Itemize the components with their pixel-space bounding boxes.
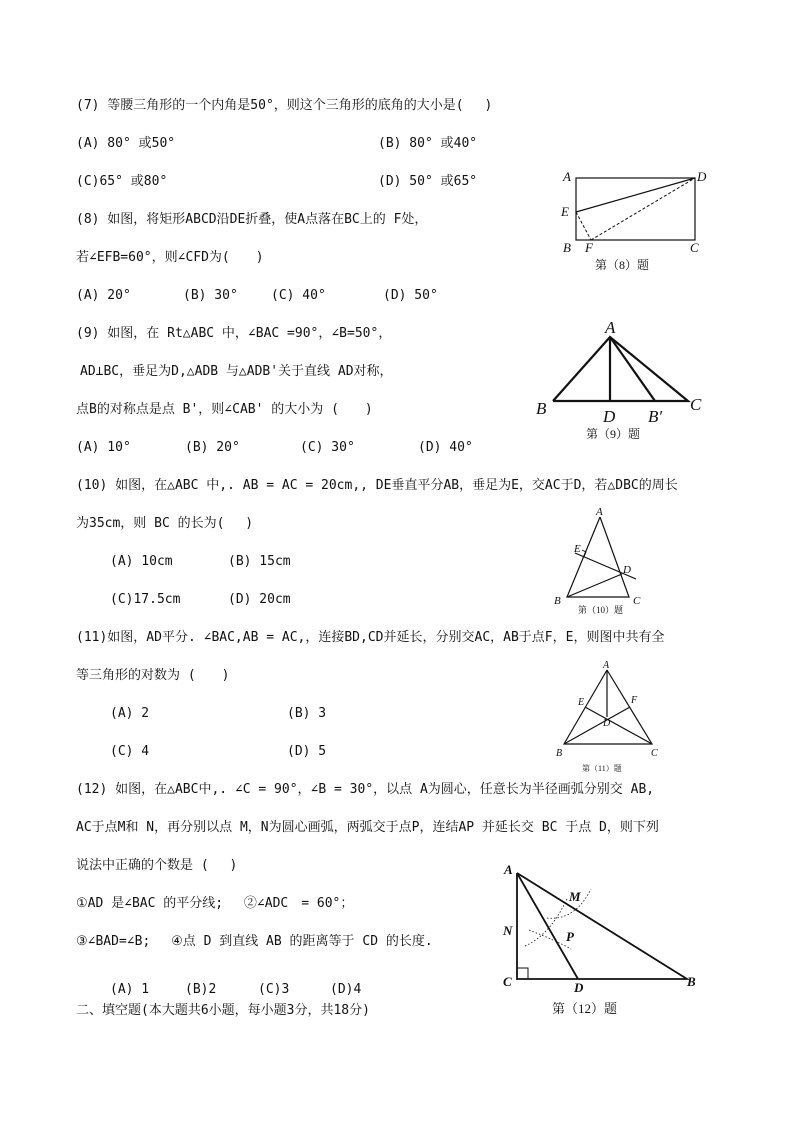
q9-caption: 第（9）题 <box>586 427 641 441</box>
q10-caption: 第（10）题 <box>578 605 624 615</box>
q10-label-b: B <box>554 595 561 607</box>
q12-option-b: (B)2 <box>185 982 217 997</box>
q10-label-d: D <box>623 564 631 576</box>
q11-label-c: C <box>651 748 658 759</box>
q7-stem: (7) 等腰三角形的一个内角是50°，则这个三角形的底角的大小是( ) <box>76 98 493 113</box>
q11-segment-ce <box>585 707 652 744</box>
q7-option-a: (A) 80° 或50° <box>76 136 176 151</box>
q10-triangle-abc <box>567 517 629 597</box>
q11-caption: 第（11）题 <box>582 764 622 773</box>
q11-label-a: A <box>603 660 610 671</box>
q12-option-c: (C)3 <box>258 982 290 997</box>
q8-fold-line-ed <box>576 178 695 212</box>
q10-option-d: (D) 20cm <box>228 592 291 607</box>
q12-label-a: A <box>504 862 513 877</box>
q8-caption: 第（8）题 <box>595 258 650 272</box>
q8-label-b: B <box>563 240 571 255</box>
q9-line-1: (9) 如图，在 Rt△ABC 中，∠BAC =90°，∠B=50°， <box>76 326 392 341</box>
q8-dashed-fd <box>591 178 695 240</box>
q10-line-2: 为35cm，则 BC 的长为( ) <box>76 516 254 531</box>
q9-line-3: 点B的对称点是点 B'，则∠CAB' 的大小为 ( ) <box>76 402 373 417</box>
q12-option-a: (A) 1 <box>110 982 150 997</box>
q9-figure <box>530 318 710 446</box>
q12-line-1: (12) 如图，在△ABC中,. ∠C = 90°，∠B = 30°，以点 A为圆心，任意长为半径画弧分别交 AB, <box>76 782 655 797</box>
q9-label-c: C <box>690 395 702 414</box>
q11-option-b: (B) 3 <box>287 706 327 721</box>
q9-option-d: (D) 40° <box>418 440 473 455</box>
q12-figure <box>495 855 720 1025</box>
q12-caption: 第（12）题 <box>552 1001 618 1016</box>
q7-option-b: (B) 80° 或40° <box>378 136 478 151</box>
q10-line-1: (10) 如图，在△ABC 中,. AB = AC = 20cm,, DE垂直平分AB，垂足为E，交AC于D，若△DBC的周长 <box>76 478 678 493</box>
q8-option-d: (D) 50° <box>383 288 438 303</box>
q11-line-1: (11)如图，AD平分. ∠BAC,AB = AC,，连接BD,CD并延长，分别交AC，AB于点F，E，则图中共有全 <box>76 630 665 645</box>
q11-figure <box>550 656 665 776</box>
q8-dashed-ef <box>576 212 591 240</box>
q11-label-d: D <box>603 718 611 729</box>
q10-label-c: C <box>633 595 641 607</box>
q12-label-m: M <box>569 889 581 904</box>
q10-label-a: A <box>596 506 603 518</box>
q10-option-a: (A) 10cm <box>110 554 173 569</box>
q11-option-d: (D) 5 <box>287 744 327 759</box>
q12-label-n: N <box>503 923 513 938</box>
q10-option-c: (C)17.5cm <box>110 592 181 607</box>
q12-statements-1: ①AD 是∠BAC 的平分线; ②∠ADC = 60°； <box>76 896 354 911</box>
q10-option-b: (B) 15cm <box>228 554 291 569</box>
q8-option-a: (A) 20° <box>76 288 131 303</box>
q8-label-d: D <box>697 169 707 184</box>
q10-label-e: E <box>574 543 581 555</box>
q11-option-a: (A) 2 <box>110 706 150 721</box>
q9-line-2: AD⊥BC，垂足为D,△ADB 与△ADB'关于直线 AD对称， <box>80 364 393 379</box>
q9-option-a: (A) 10° <box>76 440 131 455</box>
q8-line-2: 若∠EFB=60°，则∠CFD为( ) <box>76 250 264 265</box>
q12-option-d: (D)4 <box>330 982 362 997</box>
q12-right-angle-mark <box>517 968 528 979</box>
q11-label-b: B <box>556 748 563 759</box>
q8-label-a: A <box>563 169 571 184</box>
q9-label-d: D <box>603 407 616 426</box>
q12-label-b: B <box>687 974 696 989</box>
q12-label-p: P <box>566 929 574 944</box>
q7-option-d: (D) 50° 或65° <box>378 174 478 189</box>
q11-line-2: 等三角形的对数为 ( ) <box>76 668 230 683</box>
q9-option-c: (C) 30° <box>300 440 355 455</box>
q11-segment-bf <box>564 707 630 744</box>
q9-label-b-prime: B′ <box>648 407 663 426</box>
q8-label-e: E <box>561 204 569 219</box>
q11-label-e: E <box>578 697 585 708</box>
q11-label-f: F <box>631 695 638 706</box>
q12-triangle-abc <box>517 873 687 979</box>
q12-statements-2: ③∠BAD=∠B; ④点 D 到直线 AB 的距离等于 CD 的长度. <box>76 934 433 949</box>
q12-arc-center-m <box>529 930 571 949</box>
q7-option-c: (C)65° 或80° <box>76 174 168 189</box>
q12-label-c: C <box>503 974 512 989</box>
q10-figure <box>550 503 650 618</box>
q8-rectangle <box>576 178 695 240</box>
section-2-heading: 二、填空题(本大题共6小题，每小题3分，共18分) <box>76 1003 370 1018</box>
q12-line-3: 说法中正确的个数是 ( ) <box>76 858 238 873</box>
q8-label-c: C <box>690 240 699 255</box>
q12-label-d: D <box>574 980 584 995</box>
q12-line-2: AC于点M和 N，再分别以点 M，N为圆心画弧，两弧交于点P，连结AP 并延长交 BC 于点 D，则下列 <box>76 820 659 835</box>
q9-label-b: B <box>536 399 547 418</box>
q8-line-1: (8) 如图，将矩形ABCD沿DE折叠，使A点落在BC上的 F处， <box>76 212 428 227</box>
q8-option-b: (B) 30° <box>183 288 238 303</box>
q9-label-a: A <box>605 318 616 337</box>
q8-figure <box>555 165 715 275</box>
q9-triangle-abc <box>553 337 688 401</box>
q11-option-c: (C) 4 <box>110 744 150 759</box>
q9-option-b: (B) 20° <box>185 440 240 455</box>
q8-label-f: F <box>585 240 593 255</box>
q8-option-c: (C) 40° <box>271 288 326 303</box>
